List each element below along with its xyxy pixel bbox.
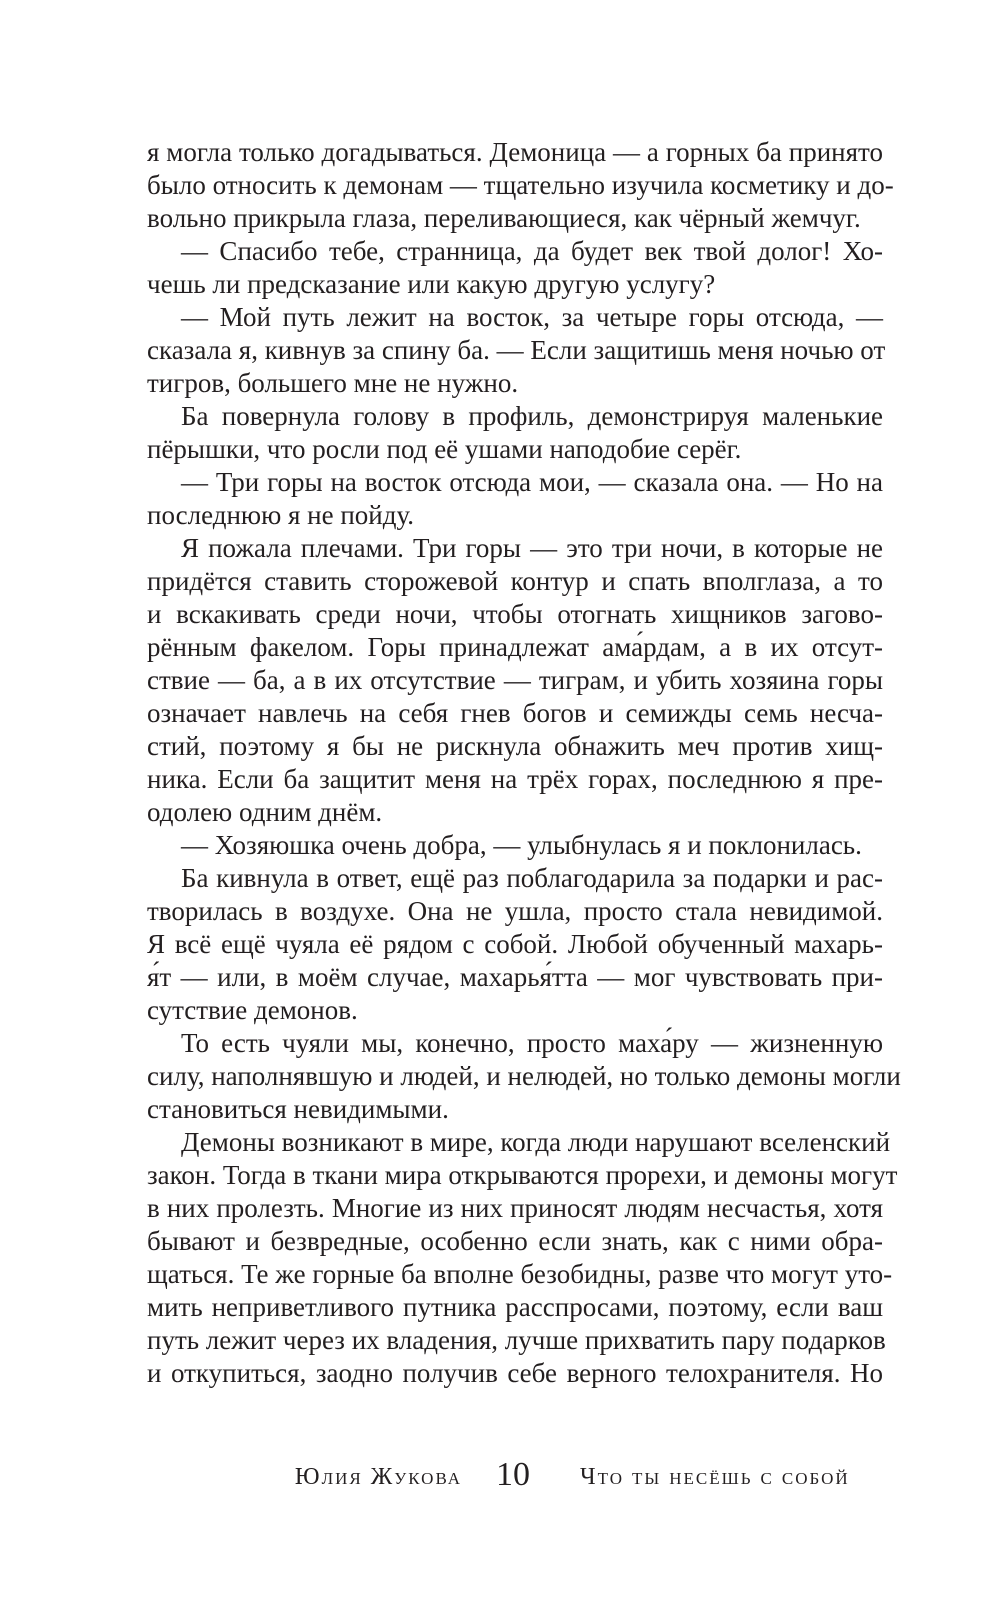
text-line: ствие — ба, а в их отсутствие — тиграм, и убить хозяина горы	[147, 665, 883, 695]
footer-book-title: Что ты несёшь с собой	[580, 1464, 850, 1490]
text-line: — Спасибо тебе, странница, да будет век твой долог! Хо-	[181, 236, 883, 266]
text-line: было относить к демонам — тщательно изучила косметику и до-	[147, 170, 894, 200]
text-line: становиться невидимыми.	[147, 1094, 449, 1124]
text-line: стий, поэтому я бы не рискнула обнажить меч против хищ-	[147, 731, 883, 761]
text-line: мить неприветливого путника расспросами, поэтому, если ваш	[147, 1292, 883, 1322]
text-line: я могла только догадываться. Демоница — а горных ба принято	[147, 137, 883, 167]
text-line: — Три горы на восток отсюда мои, — сказала она. — Но на	[181, 467, 883, 497]
text-line: вольно прикрыла глаза, переливающиеся, как чёрный жемчуг.	[147, 203, 861, 233]
text-line: и откупиться, заодно получив себе верного телохранителя. Но	[147, 1358, 883, 1388]
text-line: бывают и безвредные, особенно если знать, как с ними обра-	[147, 1226, 883, 1256]
text-line: Ба кивнула в ответ, ещё раз поблагодарила за подарки и рас-	[181, 863, 883, 893]
text-line: щаться. Те же горные ба вполне безобидны, разве что могут уто-	[147, 1259, 893, 1289]
text-line: Демоны возникают в мире, когда люди нарушают вселенский	[181, 1127, 891, 1157]
text-line: — Мой путь лежит на восток, за четыре горы отсюда, —	[181, 302, 883, 332]
text-line: Я всё ещё чуяла её рядом с собой. Любой обученный махарь-	[147, 929, 883, 959]
text-line: силу, наполнявшую и людей, и нелюдей, но только демоны могли	[147, 1061, 901, 1091]
text-line: сутствие демонов.	[147, 995, 358, 1025]
body-text	[147, 136, 901, 1390]
text-line: придётся ставить сторожевой контур и спать вполглаза, а то	[147, 566, 883, 596]
text-line: в них пролезть. Многие из них приносят людям несчастья, хотя	[147, 1193, 883, 1223]
page-footer	[0, 1458, 1000, 1498]
text-line: одолею одним днём.	[147, 797, 383, 827]
text-line: я́т — или, в моём случае, махарья́тта — мог чувствовать при-	[147, 962, 883, 992]
text-line: творилась в воздухе. Она не ушла, просто стала невидимой.	[147, 896, 883, 926]
text-line: чешь ли предсказание или какую другую услугу?	[147, 269, 716, 299]
text-line: ника. Если ба защитит меня на трёх горах, последнюю я пре-	[147, 764, 883, 794]
text-line: последнюю я не пойду.	[147, 500, 415, 530]
text-line: рённым факелом. Горы принадлежат ама́рдам, а в их отсут-	[147, 632, 883, 662]
text-line: То есть чуяли мы, конечно, просто маха́ру — жизненную	[181, 1028, 883, 1058]
text-line: пёрышки, что росли под её ушами наподобие серёг.	[147, 434, 742, 464]
text-line: — Хозяюшка очень добра, — улыбнулась я и поклонилась.	[181, 830, 862, 860]
text-line: означает навлечь на себя гнев богов и семижды семь несча-	[147, 698, 883, 728]
page-number: 10	[496, 1456, 530, 1493]
text-line: Ба повернула голову в профиль, демонстрируя маленькие	[181, 401, 883, 431]
text-line: закон. Тогда в ткани мира открываются прорехи, и демоны могут	[147, 1160, 898, 1190]
text-line: Я пожала плечами. Три горы — это три ночи, в которые не	[181, 533, 883, 563]
footer-author: Юлия Жукова	[294, 1464, 462, 1490]
text-line: и вскакивать среди ночи, чтобы отогнать хищников загово-	[147, 599, 883, 629]
text-line: путь лежит через их владения, лучше прихватить пару подарков	[147, 1325, 886, 1355]
text-line: тигров, большего мне не нужно.	[147, 368, 519, 398]
text-line: сказала я, кивнув за спину ба. — Если защитишь меня ночью от	[147, 335, 886, 365]
